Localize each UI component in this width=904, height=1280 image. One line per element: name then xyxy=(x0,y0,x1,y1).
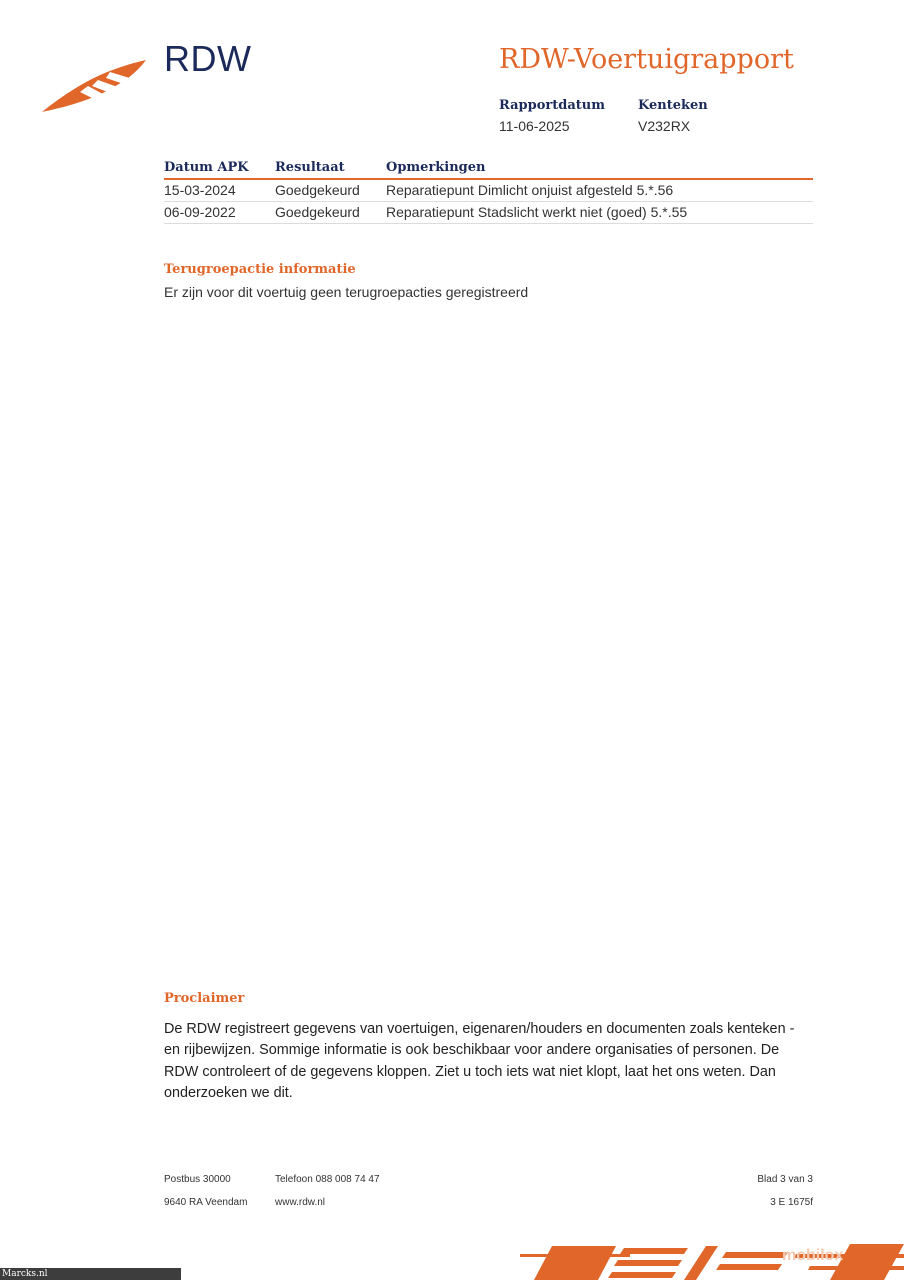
brand-name: RDW xyxy=(164,38,252,79)
cell-remarks: Reparatiepunt Stadslicht werkt niet (goed) 5.*.55 xyxy=(386,202,813,224)
proclaimer-heading: Proclaimer xyxy=(164,991,245,1006)
proclaimer-text: De RDW registreert gegevens van voertuigen, eigenaren/houders en documenten zoals kenteken - en rijbewijzen. Sommige informatie is ook beschikbaar voor andere organisaties of personen. De RDW controleert of de gegevens kloppen. Ziet u toch iets wat niet klopt, laat het ons weten. Dan onderzoeken we dit. xyxy=(164,1021,795,1101)
rdw-logo-icon xyxy=(40,56,150,116)
footer-phone: Telefoon 088 008 74 47 xyxy=(275,1174,380,1185)
watermark-left: Marcks.nl xyxy=(0,1268,181,1280)
report-title: RDW-Voertuigrapport xyxy=(499,44,794,75)
footer-city: 9640 RA Veendam xyxy=(164,1197,248,1208)
recall-text: Er zijn voor dit voertuig geen terugroepacties geregistreerd xyxy=(164,284,529,300)
rdw-stripe-graphic-icon xyxy=(520,1244,904,1280)
watermark-right: mobilox xyxy=(782,1247,844,1264)
report-date-label: Rapportdatum xyxy=(499,98,605,113)
footer-postbus: Postbus 30000 xyxy=(164,1174,231,1185)
header-apk-date: Datum APK xyxy=(164,160,275,179)
cell-result: Goedgekeurd xyxy=(275,179,386,202)
report-date-value: 11-06-2025 xyxy=(499,118,570,134)
report-date-block xyxy=(499,98,605,134)
header-remarks: Opmerkingen xyxy=(386,160,813,179)
cell-result: Goedgekeurd xyxy=(275,202,386,224)
table-row xyxy=(164,179,813,202)
license-plate-label: Kenteken xyxy=(638,98,708,113)
apk-history-table xyxy=(164,160,813,224)
license-plate-block xyxy=(638,98,708,134)
table-header-row xyxy=(164,160,813,179)
footer-page-number: Blad 3 van 3 xyxy=(757,1174,813,1185)
license-plate-value: V232RX xyxy=(638,118,691,134)
table-row xyxy=(164,202,813,224)
cell-apk-date: 15-03-2024 xyxy=(164,179,275,202)
footer-website: www.rdw.nl xyxy=(275,1197,326,1208)
cell-remarks: Reparatiepunt Dimlicht onjuist afgesteld 5.*.56 xyxy=(386,179,813,202)
footer-document-code: 3 E 1675f xyxy=(770,1197,813,1208)
header-result: Resultaat xyxy=(275,160,386,179)
cell-apk-date: 06-09-2022 xyxy=(164,202,275,224)
recall-heading: Terugroepactie informatie xyxy=(164,262,356,277)
